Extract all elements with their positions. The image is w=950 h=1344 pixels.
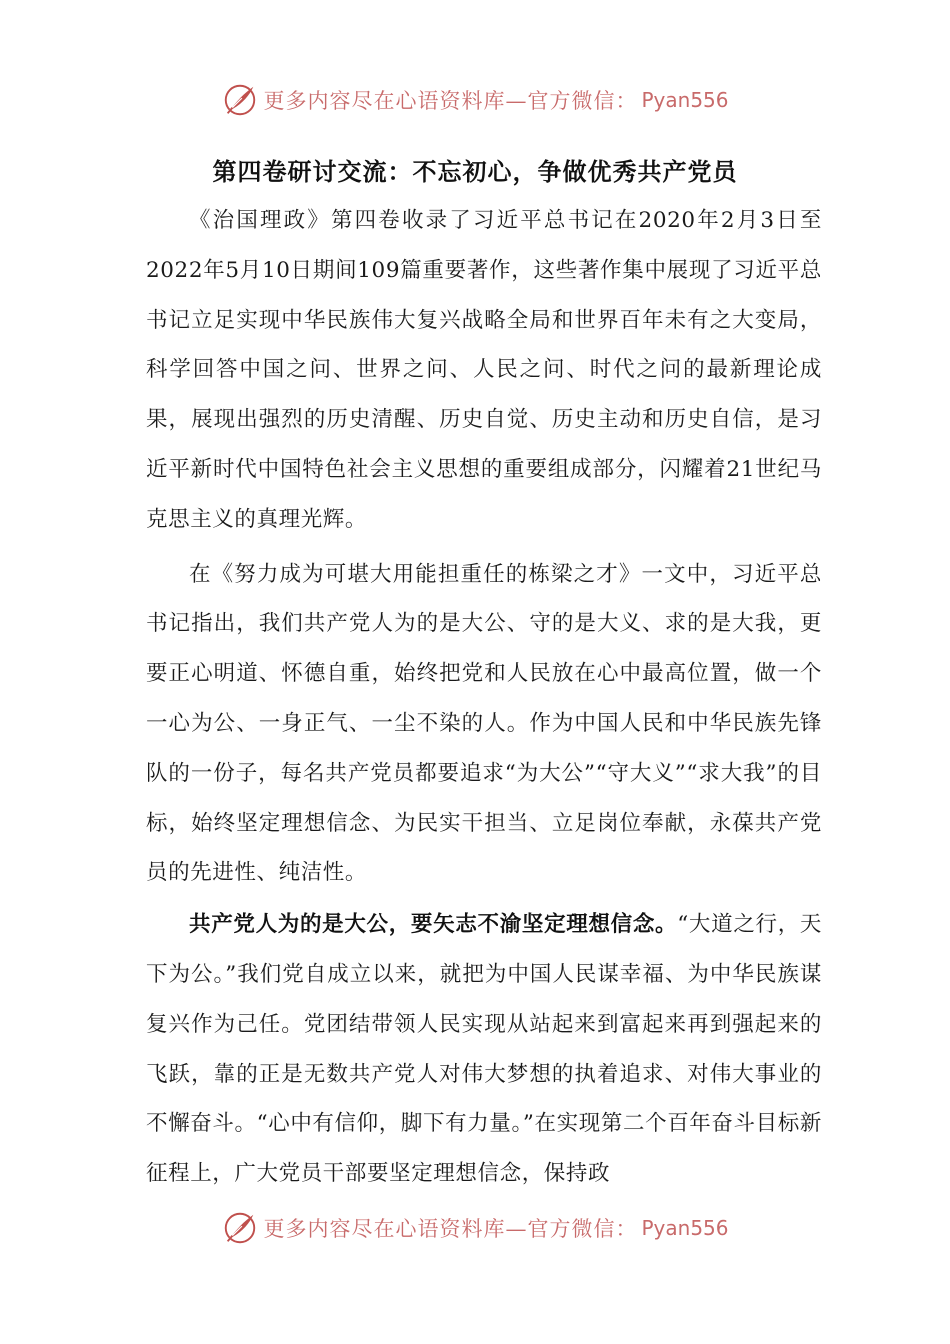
quill-pen-logo-icon xyxy=(221,1209,259,1247)
paragraph-1 xyxy=(146,196,822,545)
paragraph-2 xyxy=(146,550,822,899)
paragraph-1-text: 《治国理政》第四卷收录了习近平总书记在2020年2月3日至2022年5月10日期间109篇重要著作，这些著作集中展现了习近平总书记立足实现中华民族伟大复兴战略全局和世界百年未有之大变局，科学回答中国之问、世界之问、人民之问、时代之问的最新理论成果，展现出强烈的历史清醒、历史自觉、历史主动和历史自信，是习近平新时代中国特色社会主义思想的重要组成部分，闪耀着21世纪马克思主义的真理光辉。 xyxy=(146,208,822,532)
document-body xyxy=(146,196,822,1199)
watermark-text: 更多内容尽在心语资料库—官方微信： xyxy=(263,1217,638,1241)
paragraph-3 xyxy=(146,900,822,1199)
paragraph-2-text: 在《努力成为可堪大用能担重任的栋梁之才》一文中，习近平总书记指出，我们共产党人为的是大公、守的是大义、求的是大我，更要正心明道、怀德自重，始终把党和人民放在心中最高位置，做一个一心为公、一身正气、一尘不染的人。作为中国人民和中华民族先锋队的一份子，每名共产党员都要追求“为大公”“守大义”“求大我”的目标，始终坚定理想信念、为民实干担当、立足岗位奉献，永葆共产党员的先进性、纯洁性。 xyxy=(146,561,822,886)
quill-pen-logo-icon xyxy=(221,81,259,119)
paragraph-3-lead: 共产党人为的是大公，要矢志不渝坚定理想信念。 xyxy=(189,912,678,938)
footer-watermark-banner xyxy=(0,1208,950,1248)
watermark-wechat-id: Pyan556 xyxy=(641,1216,729,1240)
paragraph-3-text: “大道之行，天下为公。”我们党自成立以来，就把为中国人民谋幸福、为中华民族谋复兴作为己任。党团结带领人民实现从站起来到富起来再到强起来的飞跃，靠的正是无数共产党人对伟大梦想的执着追求、对伟大事业的不懈奋斗。“心中有信仰，脚下有力量。”在实现第二个百年奋斗目标新征程上，广大党员干部要坚定理想信念，保持政 xyxy=(146,912,822,1187)
watermark-text: 更多内容尽在心语资料库—官方微信： xyxy=(263,89,638,113)
header-watermark-banner xyxy=(0,80,950,120)
watermark-wechat-id: Pyan556 xyxy=(641,88,729,112)
document-title: 第四卷研讨交流：不忘初心，争做优秀共产党员 xyxy=(212,158,738,186)
